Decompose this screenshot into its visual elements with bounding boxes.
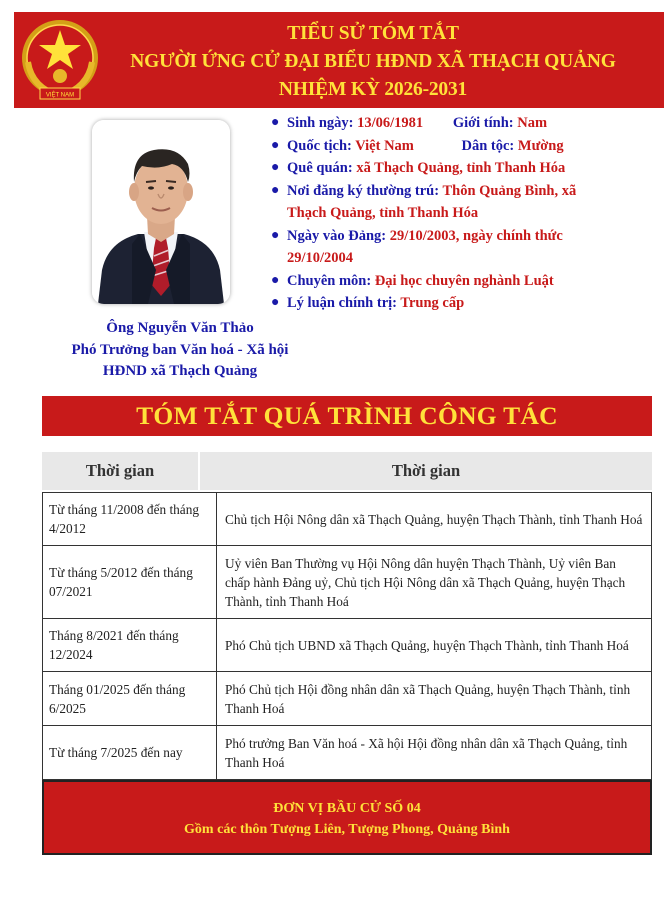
electoral-unit-villages: Gồm các thôn Tượng Liên, Tượng Phong, Quảng Bình: [184, 822, 510, 837]
table-cell-role: Chủ tịch Hội Nông dân xã Thạch Quảng, huyện Thạch Thành, tỉnh Thanh Hoá: [225, 511, 643, 527]
party-value-line-1: 29/10/2003, ngày chính thức: [389, 227, 563, 244]
header-title: [88, 20, 658, 104]
electoral-unit-title: ĐƠN VỊ BẦU CỬ SỐ 04: [273, 801, 421, 816]
table-row: [43, 619, 651, 672]
politics-label: Lý luận chính trị:: [287, 295, 397, 311]
specialty-value: Đại học chuyên nghành Luật: [374, 272, 554, 289]
table-cell-role: Phó Chủ tịch UBND xã Thạch Quảng, huyện Thạch Thành, tỉnh Thanh Hoá: [225, 637, 629, 653]
portrait-illustration: [92, 120, 230, 304]
table-cell-role: Phó Chủ tịch Hội đồng nhân dân xã Thạch Quảng, huyện Thạch Thành, tỉnh Thanh Hoá: [225, 681, 631, 716]
table-header-cell: Thời gian: [42, 452, 200, 490]
header-line-3: NHIỆM KỲ 2026-2031: [278, 79, 468, 100]
info-residence: [268, 180, 658, 225]
dob-label: Sinh ngày:: [287, 115, 354, 131]
bullet-icon: ●: [271, 137, 280, 153]
table-cell-time: Tháng 8/2021 đến tháng 12/2024: [43, 619, 217, 671]
residence-value-line-1: Thôn Quảng Bình, xã: [442, 182, 577, 199]
table-cell-time: Từ tháng 7/2025 đến nay: [43, 726, 217, 779]
bullet-icon: ●: [271, 160, 280, 175]
info-dob-gender: [268, 112, 658, 135]
table-row: [43, 672, 651, 726]
politics-value: Trung cấp: [400, 295, 465, 311]
info-politics: [268, 292, 658, 315]
party-label: Ngày vào Đảng:: [287, 227, 387, 244]
table-cell-role: Phó trưởng Ban Văn hoá - Xã hội Hội đồng nhân dân xã Thạch Quảng, tỉnh Thanh Hoá: [225, 735, 628, 770]
table-cell-time: Tháng 01/2025 đến tháng 6/2025: [43, 672, 217, 725]
nationality-label: Quốc tịch:: [287, 137, 352, 154]
emblem-text: VIỆT NAM: [45, 92, 75, 99]
info-hometown: [268, 157, 658, 180]
header-line-1: TIỂU SỬ TÓM TẮT: [287, 23, 459, 44]
ethnicity-value: Mường: [517, 137, 564, 154]
table-cell-role: Uỷ viên Ban Thường vụ Hội Nông dân huyện Thạch Thành, Uỷ viên Ban chấp hành Đảng uỷ, Chủ tịch Hội Nông dân xã Thạch Quảng, huyện Thạch Thành, tỉnh Thanh Hoá: [225, 555, 626, 609]
dob-value: 13/06/1981: [357, 115, 424, 131]
candidate-name: Ông Nguyễn Văn Thảo: [106, 320, 254, 336]
bullet-icon: ●: [271, 272, 280, 288]
bullet-icon: ●: [271, 182, 280, 198]
table-cell-time: Từ tháng 11/2008 đến tháng 4/2012: [43, 493, 217, 545]
work-history-table: [42, 452, 652, 780]
table-body: [42, 492, 652, 780]
candidate-organization: HĐND xã Thạch Quảng: [102, 363, 258, 379]
specialty-label: Chuyên môn:: [287, 272, 372, 289]
ethnicity-label: Dân tộc:: [461, 137, 515, 154]
personal-info-list: [268, 112, 658, 315]
electoral-unit-box: [42, 780, 652, 855]
residence-label: Nơi đăng ký thường trú:: [287, 182, 440, 199]
candidate-portrait: [92, 120, 230, 304]
bullet-icon: ●: [271, 115, 280, 130]
candidate-position: Phó Trưởng ban Văn hoá - Xã hội: [71, 341, 289, 358]
info-party-date: [268, 225, 658, 270]
table-row: [43, 726, 651, 779]
section-title: TÓM TẮT QUÁ TRÌNH CÔNG TÁC: [42, 396, 652, 436]
gender-label: Giới tính:: [452, 115, 514, 131]
party-value-line-2: 29/10/2004: [287, 250, 354, 266]
header-line-2: NGƯỜI ỨNG CỬ ĐẠI BIỂU HĐND XÃ THẠCH QUẢNG: [130, 51, 616, 72]
info-specialty: [268, 270, 658, 293]
bullet-icon: ●: [271, 295, 280, 310]
candidate-caption: [20, 318, 340, 383]
header-banner: [14, 12, 664, 108]
info-nationality-ethnicity: [268, 135, 658, 158]
gender-value: Nam: [517, 115, 548, 131]
table-header: [42, 452, 652, 490]
table-row: [43, 493, 651, 546]
table-cell-time: Từ tháng 5/2012 đến tháng 07/2021: [43, 546, 217, 618]
table-row: [43, 546, 651, 619]
hometown-value: xã Thạch Quảng, tỉnh Thanh Hóa: [356, 160, 566, 176]
bullet-icon: ●: [271, 227, 280, 243]
hometown-label: Quê quán:: [287, 160, 353, 176]
residence-value-line-2: Thạch Quảng, tỉnh Thanh Hóa: [287, 205, 479, 221]
nationality-value: Việt Nam: [355, 137, 414, 154]
table-header-cell: Thời gian: [391, 461, 461, 480]
